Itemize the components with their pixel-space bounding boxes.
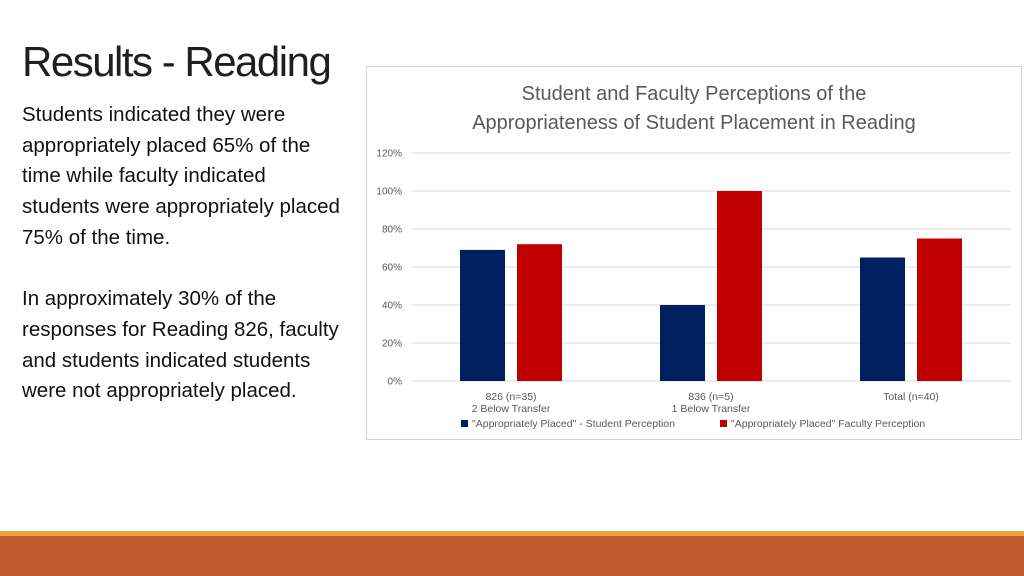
bar-student-2: [860, 258, 905, 382]
legend-swatch-faculty: [720, 420, 727, 427]
category-label: 826 (n=35): [485, 391, 537, 403]
bar-chart: [367, 67, 1021, 439]
footer-bar: [0, 536, 1024, 576]
bar-faculty-2: [917, 239, 962, 382]
bar-faculty-1: [717, 191, 762, 381]
legend-swatch-student: [461, 420, 468, 427]
bar-student-0: [460, 250, 505, 381]
chart-frame: [366, 66, 1022, 440]
y-tick-label: 60%: [381, 262, 402, 274]
y-tick-label: 40%: [381, 300, 402, 312]
y-tick-label: 0%: [387, 376, 402, 388]
paragraph-reading-826: In approximately 30% of the responses for Reading 826, faculty and students indicated students were not appropriately placed.: [22, 287, 339, 403]
bar-faculty-0: [517, 244, 562, 381]
slide-title: Results - Reading: [22, 38, 331, 85]
y-axis-ticks: [376, 149, 402, 388]
paragraph-placement-summary: Students indicated they were appropriately placed 65% of the time while faculty indicated students were appropriately placed 75% of the time.: [22, 103, 340, 249]
chart-title-line-2: Appropriateness of Student Placement in Reading: [472, 112, 916, 134]
legend: [461, 418, 925, 430]
category-label: Total (n=40): [883, 391, 939, 403]
x-axis-categories: [472, 391, 939, 415]
body-text: [22, 100, 342, 407]
y-tick-label: 80%: [381, 224, 402, 236]
category-label: 2 Below Transfer: [471, 403, 551, 415]
chart-title-line-1: Student and Faculty Perceptions of the: [521, 83, 867, 105]
y-tick-label: 20%: [381, 338, 402, 350]
bar-student-1: [660, 305, 705, 381]
bars: [460, 191, 962, 381]
category-label: 836 (n=5): [688, 391, 734, 403]
category-label: 1 Below Transfer: [671, 403, 751, 415]
y-tick-label: 100%: [376, 186, 402, 198]
legend-label-faculty: "Appropriately Placed" Faculty Perception: [731, 418, 926, 430]
legend-label-student: "Appropriately Placed" - Student Perception: [472, 418, 675, 430]
y-tick-label: 120%: [376, 148, 402, 160]
